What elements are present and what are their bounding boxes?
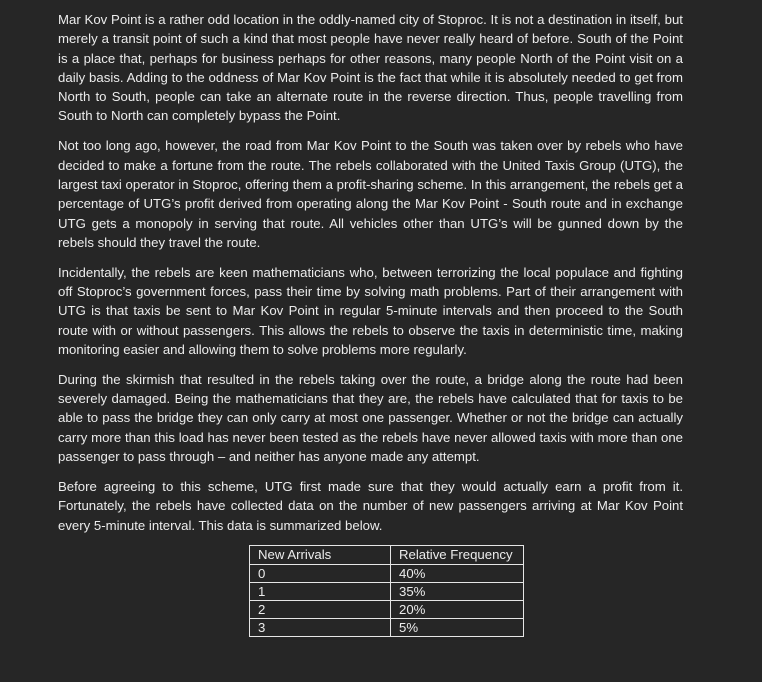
table-cell: 0: [250, 564, 391, 582]
table-header-row: [250, 546, 524, 564]
table-row: [250, 564, 524, 582]
table-row: [250, 619, 524, 637]
table-row: [250, 600, 524, 618]
header-relative-frequency: Relative Frequency: [391, 546, 524, 564]
table-cell: 5%: [391, 619, 524, 637]
table-row: [250, 582, 524, 600]
paragraph-5: Before agreeing to this scheme, UTG first made sure that they would actually earn a profit from it. Fortunately, the rebels have collected data on the number of new passengers arriving at Mar Kov Point every 5-minute interval. This data is summarized below.: [58, 478, 683, 533]
arrivals-frequency-table: [249, 545, 524, 637]
table-cell: 35%: [391, 582, 524, 600]
header-new-arrivals: New Arrivals: [250, 546, 391, 564]
paragraph-2: Not too long ago, however, the road from Mar Kov Point to the South was taken over by rebels who have decided to make a fortune from the route. The rebels collaborated with the United Taxis Group (UTG), the largest taxi operator in Stoproc, offering them a profit-sharing scheme. In this arrangement, the rebels get a percentage of UTG’s profit derived from operating along the Mar Kov Point - South route and in exchange UTG gets a monopoly in serving that route. All vehicles other than UTG’s will be gunned down by the rebels should they travel the route.: [58, 138, 683, 250]
table-cell: 20%: [391, 600, 524, 618]
document-body: [58, 10, 683, 637]
table-cell: 1: [250, 582, 391, 600]
table-cell: 2: [250, 600, 391, 618]
paragraph-1: Mar Kov Point is a rather odd location in the oddly-named city of Stoproc. It is not a destination in itself, but merely a transit point of such a kind that most people have never really heard of before. South of the Point is a place that, perhaps for business perhaps for other reasons, many people North of the Point visit on a daily basis. Adding to the oddness of Mar Kov Point is the fact that while it is absolutely needed to get from North to South, people can take an alternate route in the reverse direction. Thus, people travelling from South to North can completely bypass the Point.: [58, 12, 683, 124]
paragraph-4: During the skirmish that resulted in the rebels taking over the route, a bridge along the route had been severely damaged. Being the mathematicians that they are, the rebels have calculated that for taxis to be able to pass the bridge they can only carry at most one passenger. Whether or not the bridge can actually carry more than this load has never been tested as the rebels have never allowed taxis with more than one passenger to pass through – and neither has anyone made any attempt.: [58, 371, 683, 465]
table-cell: 3: [250, 619, 391, 637]
table-cell: 40%: [391, 564, 524, 582]
paragraph-3: Incidentally, the rebels are keen mathematicians who, between terrorizing the local populace and fighting off Stoproc’s government forces, pass their time by solving math problems. Part of their arrangement with UTG is that taxis be sent to Mar Kov Point in regular 5-minute intervals and then proceed to the South route with or without passengers. This allows the rebels to observe the taxis in deterministic time, making monitoring easier and allowing them to solve problems more regularly.: [58, 264, 683, 357]
